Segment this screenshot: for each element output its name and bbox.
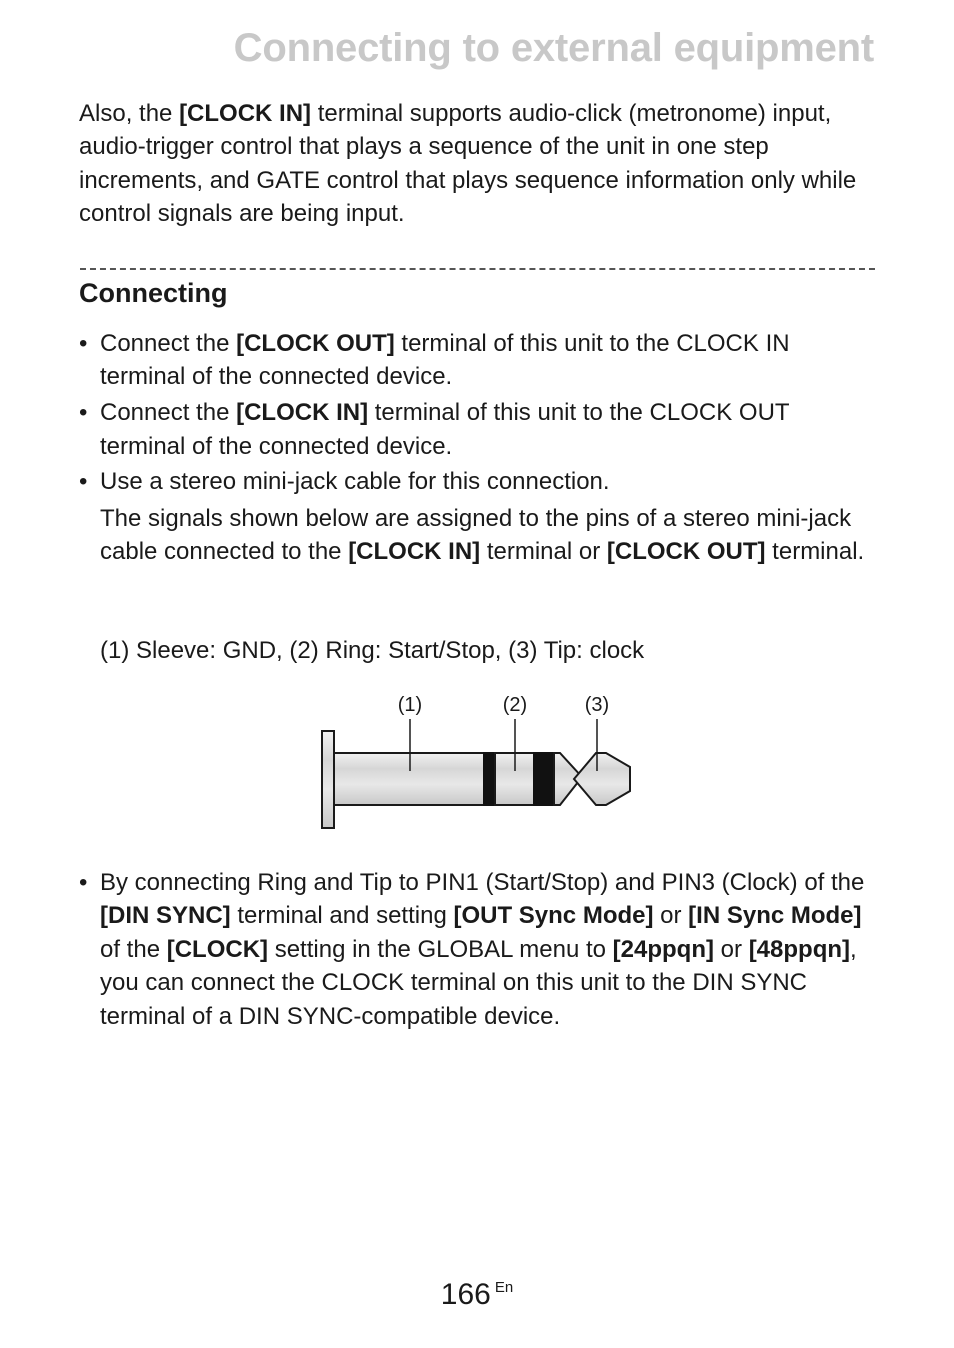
- jack-sleeve: [334, 753, 484, 805]
- pin-label-2: (2): [502, 694, 528, 716]
- din-sync-bullet-list: [79, 866, 879, 1033]
- list-item: • Connect the [CLOCK OUT] terminal of this unit to the CLOCK IN terminal of the connected device.: [79, 327, 879, 394]
- jack-tip: [574, 753, 630, 805]
- bullet-marker: •: [79, 399, 88, 427]
- language-code: En: [494, 1279, 514, 1296]
- page-number: [0, 1278, 954, 1312]
- clock-in-term: [CLOCK IN]: [179, 100, 312, 127]
- list-item: • By connecting Ring and Tip to PIN1 (Start/Stop) and PIN3 (Clock) of the [DIN SYNC] terminal and setting [OUT Sync Mode] or [IN Sync Mode] of the [CLOCK] setting in the GLOBAL menu to [24ppqn] or [48ppqn], you can connect the CLOCK terminal on this unit to the DIN SYNC terminal of a DIN SYNC-compatible device.: [79, 866, 879, 1033]
- connection-bullet-list: [79, 327, 879, 501]
- bullet-marker: •: [79, 468, 88, 496]
- page-number-value: 166: [440, 1278, 491, 1311]
- stereo-mini-jack-diagram: [310, 685, 640, 835]
- jack-insulator-2: [534, 753, 554, 805]
- pin-label-3: (3): [584, 694, 610, 716]
- dashed-divider: [80, 268, 875, 270]
- bullet-marker: •: [79, 330, 88, 357]
- intro-paragraph: Also, the [CLOCK IN] terminal supports audio-click (metronome) input, audio-trigger control that plays a sequence of the unit in one step increments, and GATE control that plays sequence information only while control signals are being input.: [79, 100, 857, 228]
- pin-assignment-text: (1) Sleeve: GND, (2) Ring: Start/Stop, (3) Tip: clock: [100, 637, 645, 664]
- pin-label-1: (1): [397, 694, 423, 716]
- jack-insulator-1: [484, 753, 495, 805]
- page-title: Connecting to external equipment: [233, 26, 874, 70]
- list-item: • Connect the [CLOCK IN] terminal of this unit to the CLOCK OUT terminal of the connected device.: [79, 396, 879, 463]
- list-item: • Use a stereo mini-jack cable for this connection.: [79, 465, 879, 498]
- jack-flange: [322, 731, 334, 828]
- signals-paragraph: The signals shown below are assigned to the pins of a stereo mini-jack cable connected to the [CLOCK IN] terminal or [CLOCK OUT] terminal.: [100, 505, 865, 566]
- bullet-marker: •: [79, 869, 88, 896]
- section-heading: Connecting: [79, 278, 228, 308]
